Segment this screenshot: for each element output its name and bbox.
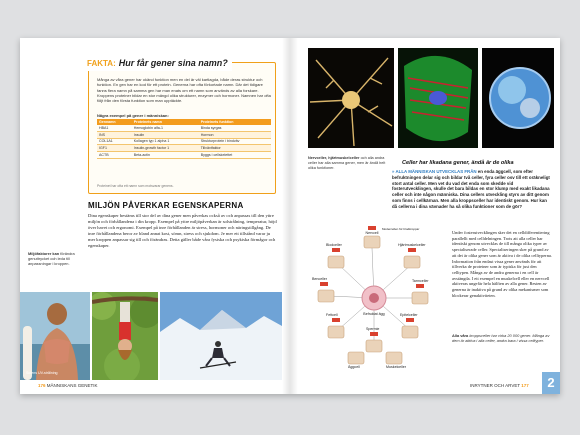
fact-table-title: Några exempel på gener i människan: <box>97 113 169 118</box>
tree-photo <box>92 292 158 380</box>
table-cell: Insulin <box>132 131 199 138</box>
right-page-number: 177 <box>521 383 529 388</box>
differentiation-diagram <box>308 218 446 370</box>
table-row <box>97 145 271 152</box>
photo-caption-uv: Solens UV-strålning <box>26 371 58 375</box>
cells-caption-text: och alla andra celler har alla samma gener, men är ändå helt olika funktioner. <box>308 156 386 170</box>
diagram-label: Nervcell <box>365 231 379 235</box>
book-spread <box>20 38 560 394</box>
right-page <box>290 38 560 394</box>
side-caption-text: förändra genuttrycket och leda till anpassningar i kroppen. <box>28 251 75 266</box>
table-header: Proteinets funktion <box>199 119 271 125</box>
table-cell: Beta-actin <box>132 152 199 159</box>
fact-note: Proteinet har ofta ett namn som motsvarar genens. <box>97 184 174 188</box>
side-caption <box>28 251 86 266</box>
bold-intro-text: en enda äggcell, som efter befruktningen delar sig och bildar två celler, fyra celler osv till ett oräkneligt stort antal celler. Men vet du vad det enda som skedde vid fosterutvecklingen, skulle det bara bildas en stor klump med exakt likadana celler och inte någon människa. Dina cellers utveckling styrs av ditt genom som finns i cellkärnan. Men alla kroppsceller har identiskt genom. Hur kan då cellerna i dina vävnader ha så olika funktioner som de gör? <box>392 169 550 209</box>
table-cell: Kollagen typ 1 alpha 1 <box>132 138 199 145</box>
table-cell: Byggs i cellskelettet <box>199 152 271 159</box>
left-folio <box>38 383 98 388</box>
fact-title-text: Hur får gener sina namn? <box>118 58 228 68</box>
diagram-label: Blodceller <box>326 243 342 247</box>
table-row <box>97 152 271 159</box>
diagram-label: Muskelceller <box>386 365 406 369</box>
table-cell: HBA1 <box>97 125 132 131</box>
body-text: Dina egenskaper bestäms till stor del av dina gener men påverkas också av och anpassas till den yttre miljön och förhållandena i din kropp. Exempel på yttre miljöpåverkan är solstrålning, temperatur, höjd över havet och ergonomi. Exempel på inre förhållanden är stress, hormoner och näringstillgång. De inre förhållandena beror av bland annat kost, sömn, stress och sjukdom. Je mer ett tillstånd varar ju mer kroppen anpassar sig till och förändras. Detta gäller både våra fysiska och psykiska förmågor och egenskaper. <box>88 213 277 248</box>
table-cell: Binda syrgas <box>199 125 271 131</box>
right-body-text: Under fosterutvecklingen sker det en celldifferentiering parallellt med celldelningen. Trots att alla celler har identiskt genom utvecklas de till många olika typer av specialiserade celler. Specialiseringen sker på grund av att det är olika gener som är aktiva i de olika celltyperna. Information från endast vissa gener används för att tillverka de proteiner som är typiska för just den celltypen. Många av de andra generna i en cell är avstängda. I ett exempel en muskelcell eller en nervcell aktiveras ungefär hela hälften av alla gener. Resten av generna är inaktiva på grund av olika mekanismer som blockerar genaktiviteten. <box>452 230 552 298</box>
cell-surface-photo <box>482 48 554 148</box>
diagram-label: Modercellen för blodkroppar <box>382 227 420 231</box>
table-cell: Insulin-growth factor 1 <box>132 145 199 152</box>
gene-table <box>97 119 271 159</box>
fact-tag: FAKTA: <box>87 59 116 68</box>
table-cell: COL1A1 <box>97 138 132 145</box>
bold-intro <box>392 169 552 210</box>
cells-caption <box>308 156 392 170</box>
fact-box-title <box>85 57 232 71</box>
side-caption-bold: Miljöfaktorer kan <box>28 251 60 256</box>
right-heading: Celler har likadana gener, ändå är de olika <box>402 160 514 166</box>
left-page-number: 176 <box>38 383 46 388</box>
diagram-label: Hjärtmuskelceller <box>398 243 426 247</box>
surfer-photo <box>20 292 90 380</box>
table-cell: ACTB <box>97 152 132 159</box>
section-heading: MILJÖN PÅVERKAR EGENSKAPERNA <box>88 201 244 210</box>
table-header: Proteinets namn <box>132 119 199 125</box>
table-cell: Strukturprotein i bindväv <box>199 138 271 145</box>
diagram-center-label: Befruktat ägg <box>363 312 385 316</box>
right-folio <box>470 383 529 388</box>
diagram-label: Benceller <box>312 277 327 281</box>
table-cell: Tillväxtfaktor <box>199 145 271 152</box>
left-folio-text: MÄNNISKANS GENETIK <box>46 383 98 388</box>
table-cell: Hormon <box>199 131 271 138</box>
chapter-tab: 2 <box>542 372 560 394</box>
chevron-right-icon: » <box>392 169 395 174</box>
diagram-label: Epitelceller <box>400 313 418 317</box>
table-row <box>97 131 271 138</box>
ski-photo <box>160 292 282 380</box>
diagram-label: Fettcell <box>326 313 338 317</box>
diagram-label: Tarmceller <box>412 279 429 283</box>
table-row <box>97 138 271 145</box>
neuron-photo <box>308 48 394 148</box>
cells-caption-bold: Nervceller, hjärtmuskelceller <box>308 156 360 160</box>
table-cell: INS <box>97 131 132 138</box>
bottom-caption-text: kroppsceller har cirka 20 000 gener. Många av dem är aktiva i alla celler, andra bara i vissa celltyper. <box>452 333 550 343</box>
muscle-cell-photo <box>398 48 478 148</box>
left-page <box>20 38 290 394</box>
fact-intro: Många av våra gener har okänd funktion men en del är väl kartlagda, både deras struktur och funktion. En gen har en kod för ett protein. Generna har ofta förkortade namn. Där det tidigare fanns flera namn på samma gen har man enats om ett namn som används av alla forskare. Kroppens proteiner bildar en stor mängd olika strukturer, enzymer och hormoner. Namnen har ofta följt från den första funktion som man upptäckte. <box>97 77 271 104</box>
bold-intro-lead: ALLA MÄNNISKAN UTVECKLAS FRÅN <box>395 169 477 174</box>
bottom-caption-bold: Alla våra <box>452 333 469 338</box>
table-cell: Hemoglobin alfa-1 <box>132 125 199 131</box>
diagram-label: Spermie <box>366 327 380 331</box>
right-folio-text: INRYTNER OCH ARVET <box>470 383 521 388</box>
table-header: Gennamn <box>97 119 132 125</box>
fact-box <box>87 58 276 194</box>
right-bottom-caption <box>452 334 552 344</box>
diagram-label: Äggcell <box>348 365 360 369</box>
table-cell: IGF1 <box>97 145 132 152</box>
